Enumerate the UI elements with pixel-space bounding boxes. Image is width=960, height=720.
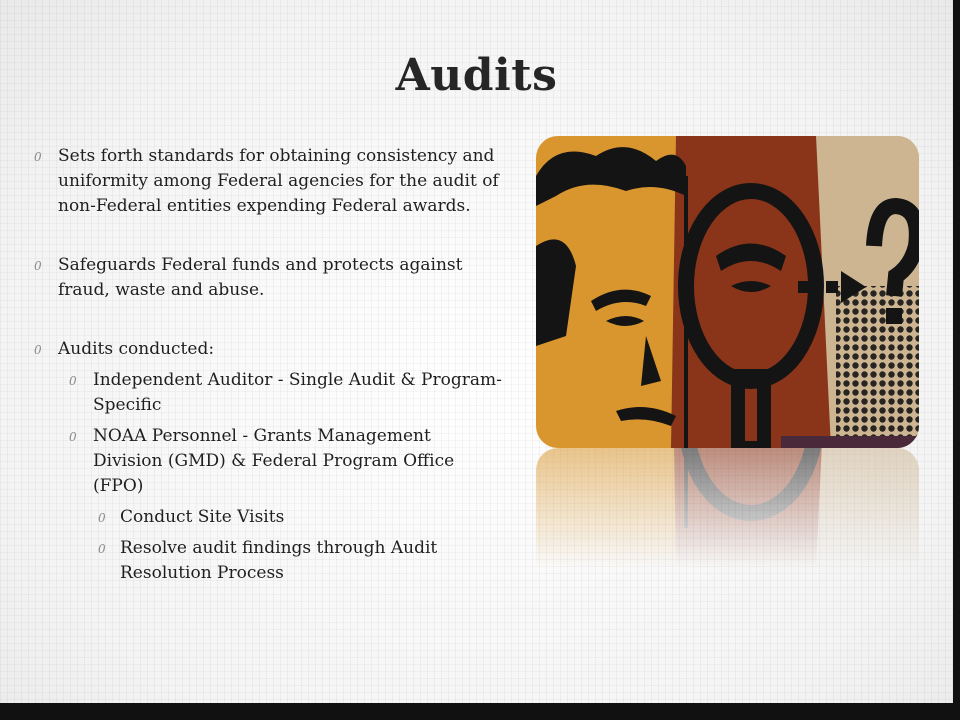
- bullet-text: Audits conducted:: [58, 339, 215, 359]
- slide-title: Audits: [395, 50, 558, 101]
- sub-bullet-item: [34, 368, 504, 418]
- sub-bullet-item: [34, 424, 504, 499]
- sub-sub-bullet-item: [34, 505, 504, 530]
- bullet-text: Independent Auditor - Single Audit & Program-Specific: [93, 370, 502, 415]
- bullet-list: [34, 144, 504, 592]
- magnifier-face-illustration: [536, 136, 919, 448]
- bullet-marker: 0: [34, 343, 42, 357]
- bullet-text: Sets forth standards for obtaining consistency and uniformity among Federal agencies for the audit of non-Federal entities expending Federal awards.: [58, 146, 499, 216]
- slide-shadow-bottom: [0, 703, 960, 720]
- bullet-item: [34, 253, 504, 303]
- audit-illustration: [536, 136, 919, 448]
- bullet-text: NOAA Personnel - Grants Management Division (GMD) & Federal Program Office (FPO): [93, 426, 455, 496]
- image-reflection: [536, 448, 919, 568]
- bullet-marker: 0: [69, 374, 77, 388]
- bullet-text: Safeguards Federal funds and protects against fraud, waste and abuse.: [58, 255, 463, 300]
- bullet-marker: 0: [69, 430, 77, 444]
- bullet-marker: 0: [98, 511, 106, 525]
- reflection-illustration: [536, 448, 919, 568]
- bullet-item: [34, 337, 504, 362]
- bullet-marker: 0: [34, 150, 42, 164]
- sub-sub-bullet-item: [34, 536, 504, 586]
- bullet-marker: 0: [98, 542, 106, 556]
- bullet-text: Resolve audit findings through Audit Resolution Process: [120, 538, 438, 583]
- slide-shadow-right: [953, 0, 960, 720]
- bullet-text: Conduct Site Visits: [120, 507, 285, 527]
- bullet-marker: 0: [34, 259, 42, 273]
- bullet-item: [34, 144, 504, 219]
